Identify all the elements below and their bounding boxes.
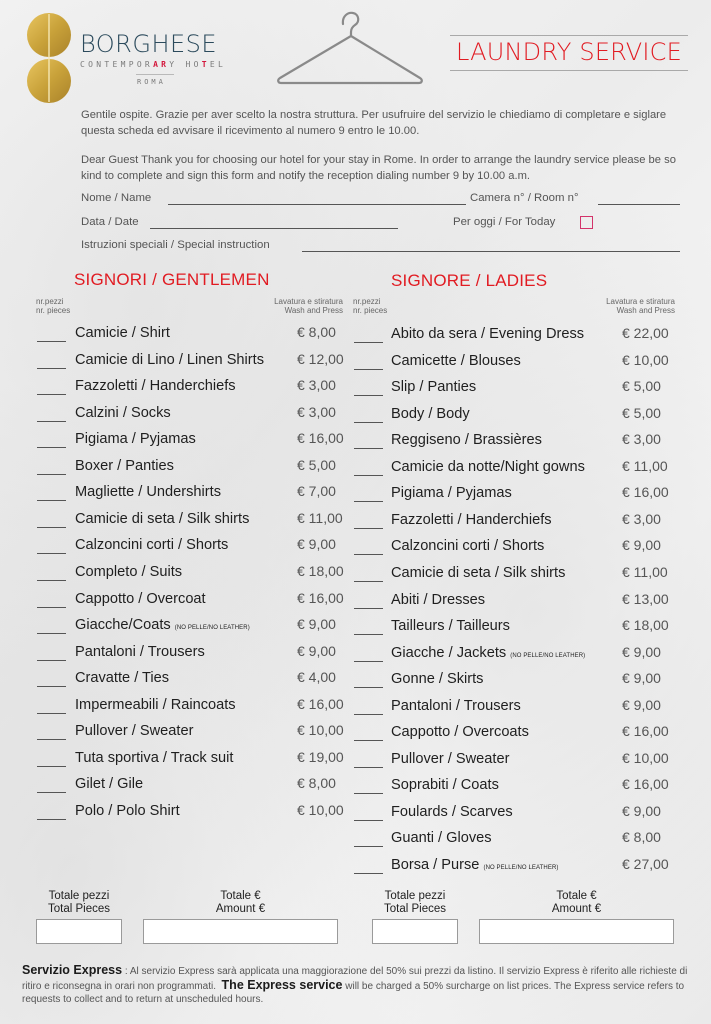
ladies-item-row — [0, 777, 711, 801]
subtitle-part: Y HO — [169, 60, 202, 69]
item-name: Calzini / Socks — [75, 404, 171, 421]
item-name: Boxer / Panties — [75, 457, 174, 474]
item-price: € 8,00 — [622, 829, 661, 846]
item-price: € 3,00 — [297, 403, 336, 420]
item-price: € 4,00 — [297, 669, 336, 686]
item-name: Cravatte / Ties — [75, 670, 170, 687]
quantity-field[interactable] — [354, 740, 383, 741]
subtitle-accent: T — [201, 60, 210, 69]
item-price: € 9,00 — [622, 696, 661, 713]
ladies-item-row — [0, 695, 711, 722]
item-name: Fazzoletti / Handerchiefs — [391, 511, 552, 528]
item-name: Borsa / Purse — [391, 857, 480, 873]
item-name: Tailleurs / Tailleurs — [391, 618, 510, 635]
item-label — [391, 459, 585, 475]
logo-divider — [136, 74, 174, 75]
hotel-name: BORGHESE — [80, 30, 218, 58]
item-label — [391, 671, 483, 687]
item-price: € 16,00 — [297, 589, 344, 606]
ladies-item-row — [0, 671, 711, 695]
ladies-item-row — [0, 589, 711, 616]
item-name: Abiti / Dresses — [391, 591, 486, 608]
item-name: Gonne / Skirts — [391, 671, 484, 688]
item-name: Pigiama / Pyjamas — [391, 485, 512, 502]
item-price: € 10,00 — [622, 351, 669, 368]
total-amount-input-ladies[interactable] — [479, 919, 674, 944]
special-instruction-label: Istruzioni speciali / Special instruction — [81, 239, 270, 251]
ladies-item-row — [0, 562, 711, 589]
item-price: € 18,00 — [297, 562, 344, 579]
quantity-field[interactable] — [354, 820, 383, 821]
item-price: € 27,00 — [622, 856, 669, 872]
label-line: Total Pieces — [47, 903, 110, 915]
item-price: € 11,00 — [297, 509, 343, 526]
item-name: Magliette / Undershirts — [75, 484, 221, 501]
ladies-item-row — [0, 485, 711, 509]
item-name: Calzoncini corti / Shorts — [391, 538, 545, 555]
item-price: € 16,00 — [622, 484, 669, 501]
item-price: € 16,00 — [622, 723, 669, 740]
item-price: € 9,00 — [297, 642, 336, 659]
item-name: Cappotto / Overcoats — [391, 724, 529, 741]
label-line: Amount € — [551, 903, 602, 915]
item-label — [391, 485, 512, 501]
hotel-logo-icon — [26, 12, 72, 104]
item-name: Guanti / Gloves — [391, 830, 492, 847]
quantity-field[interactable] — [354, 846, 383, 847]
item-name: Giacche / Jackets — [391, 644, 507, 661]
item-price: € 11,00 — [622, 457, 668, 474]
item-price: € 16,00 — [297, 430, 344, 447]
quantity-field[interactable] — [354, 714, 383, 715]
ladies-item-row — [0, 538, 711, 562]
ladies-item-row — [0, 748, 711, 775]
date-label: Data / Date — [81, 216, 139, 228]
total-amount-label-ladies — [479, 890, 674, 916]
item-name: Camicie / Shirt — [75, 325, 170, 341]
item-name: Camicette / Blouses — [391, 352, 521, 369]
label-line: Totale pezzi — [48, 890, 110, 902]
item-price: € 9,00 — [622, 537, 661, 554]
item-name: Slip / Panties — [391, 379, 477, 396]
subtitle-accent: AR — [153, 60, 170, 69]
item-label — [391, 698, 521, 714]
item-name: Camicie da notte/Night gowns — [391, 458, 585, 475]
item-label — [391, 751, 509, 767]
item-label — [391, 538, 544, 554]
header-line: nr. pieces — [353, 306, 388, 315]
item-note: (NO PELLE/NO LEATHER) — [483, 865, 559, 871]
item-price: € 5,00 — [297, 456, 336, 473]
item-name: Completo / Suits — [75, 563, 183, 580]
subtitle-part: CONTEMPOR — [80, 60, 154, 69]
quantity-field[interactable] — [354, 687, 383, 688]
item-name: Pantaloni / Trousers — [391, 697, 521, 714]
label-line: Totale pezzi — [384, 890, 446, 902]
express-title-en: The Express service — [221, 977, 343, 992]
item-price: € 7,00 — [297, 483, 336, 500]
item-name: Tuta sportiva / Track suit — [75, 749, 234, 766]
total-pieces-label-gentlemen — [36, 890, 122, 916]
label-line: Totale € — [220, 890, 261, 902]
header-line: Wash and Press — [616, 306, 675, 315]
quantity-field[interactable] — [354, 528, 383, 529]
intro-italian: Gentile ospite. Grazie per aver scelto la nostra struttura. Per usufruire del servizio le chiediamo di completare e siglare questa scheda ed avvisare il ricevimento al numero 9 entro le 10.00. — [81, 109, 667, 137]
label-line: Totale € — [556, 890, 597, 902]
ladies-item-row — [0, 509, 711, 536]
item-name: Abito da sera / Evening Dress — [391, 326, 585, 342]
item-label — [391, 512, 552, 528]
quantity-field[interactable] — [354, 793, 383, 794]
wash-header-ladies — [552, 297, 675, 315]
date-field[interactable] — [150, 228, 398, 229]
item-price: € 22,00 — [622, 325, 669, 341]
quantity-field[interactable] — [354, 369, 383, 370]
quantity-field[interactable] — [354, 342, 383, 343]
item-price: € 13,00 — [622, 590, 669, 607]
quantity-field[interactable] — [354, 581, 383, 582]
item-price: € 5,00 — [622, 378, 661, 395]
pieces-header-ladies — [353, 297, 387, 315]
ladies-item-row — [0, 857, 711, 881]
item-price: € 5,00 — [622, 404, 661, 421]
ladies-item-row — [0, 379, 711, 403]
special-instruction-field[interactable] — [302, 251, 680, 252]
quantity-field[interactable] — [354, 634, 383, 635]
page-title: LAUNDRY SERVICE — [456, 38, 682, 66]
item-label — [391, 432, 542, 448]
item-name: Pullover / Sweater — [391, 750, 510, 767]
ladies-item-row — [0, 830, 711, 854]
ladies-item-row — [0, 724, 711, 748]
quantity-field[interactable] — [354, 661, 383, 662]
item-name: Impermeabili / Raincoats — [75, 696, 236, 713]
item-price: € 9,00 — [297, 616, 336, 633]
header-line: nr.pezzi — [353, 297, 381, 306]
item-price: € 16,00 — [622, 776, 669, 793]
item-label — [391, 326, 584, 342]
ladies-title: SIGNORE / LADIES — [391, 271, 548, 290]
item-label — [391, 353, 521, 369]
header-line: Wash and Press — [284, 306, 343, 315]
gentlemen-title: SIGNORI / GENTLEMEN — [74, 270, 270, 289]
item-price: € 9,00 — [297, 536, 336, 553]
item-label — [391, 565, 565, 581]
item-note: (NO PELLE/NO LEATHER) — [510, 652, 586, 659]
name-field[interactable] — [168, 204, 466, 205]
wash-header-gentlemen — [220, 297, 343, 315]
total-pieces-label-ladies — [372, 890, 458, 916]
quantity-field[interactable] — [354, 501, 383, 502]
item-price: € 3,00 — [622, 510, 661, 527]
express-text-en: will be charged a 50% surcharge on list prices. The Express service refers to requests to collect and to return at unscheduled hours. — [22, 980, 685, 1005]
item-note: (NO PELLE/NO LEATHER) — [174, 625, 250, 632]
item-price: € 18,00 — [622, 617, 669, 634]
item-price: € 8,00 — [297, 775, 336, 792]
for-today-checkbox[interactable] — [580, 216, 593, 229]
item-label — [391, 379, 476, 395]
express-service-note — [22, 964, 697, 1007]
item-label — [391, 830, 492, 846]
hanger-icon — [276, 10, 426, 86]
pieces-header-gentlemen — [36, 297, 70, 315]
item-name: Polo / Polo Shirt — [75, 802, 180, 819]
quantity-field[interactable] — [354, 873, 383, 874]
item-name: Camicie di seta / Silk shirts — [75, 510, 250, 527]
item-name: Reggiseno / Brassières — [391, 432, 542, 449]
item-price: € 10,00 — [297, 722, 344, 739]
express-title-it: Servizio Express — [22, 963, 123, 977]
item-label — [391, 645, 585, 661]
room-label: Camera n° / Room n° — [470, 192, 579, 204]
item-name: Calzoncini corti / Shorts — [75, 537, 229, 554]
item-price: € 10,00 — [297, 801, 344, 818]
ladies-item-row — [0, 326, 711, 350]
name-label: Nome / Name — [81, 192, 152, 204]
subtitle-part: EL — [209, 60, 227, 69]
item-price: € 19,00 — [297, 748, 344, 765]
item-name: Body / Body — [391, 405, 470, 422]
item-name: Gilet / Gile — [75, 776, 144, 793]
ladies-item-row — [0, 403, 711, 430]
total-amount-label-gentlemen — [143, 890, 338, 916]
hotel-city: ROMA — [137, 78, 166, 86]
quantity-field[interactable] — [354, 554, 383, 555]
item-label — [391, 406, 470, 422]
room-field[interactable] — [598, 204, 680, 205]
label-line: Amount € — [215, 903, 266, 915]
item-name: Pigiama / Pyjamas — [75, 431, 196, 448]
item-name: Camicie di seta / Silk shirts — [391, 564, 566, 581]
item-label — [391, 618, 510, 634]
item-label — [391, 777, 499, 793]
item-price: € 10,00 — [622, 749, 669, 766]
intro-english: Dear Guest Thank you for choosing our hotel for your stay in Rome. In order to arrange the laundry service please be so kind to complete and sign this form and notify the reception dialing number 9 by 10.00 a.m. — [81, 154, 676, 182]
total-pieces-input-gentlemen[interactable] — [36, 919, 122, 944]
item-name: Soprabiti / Coats — [391, 777, 499, 794]
header-line: nr.pezzi — [36, 297, 64, 306]
item-price: € 12,00 — [297, 350, 344, 367]
ladies-item-row — [0, 350, 711, 377]
header-line: nr. pieces — [36, 306, 71, 315]
item-price: € 9,00 — [622, 670, 661, 687]
total-pieces-input-ladies[interactable] — [372, 919, 458, 944]
item-label — [391, 592, 485, 608]
ladies-item-row — [0, 432, 711, 456]
item-name: Fazzoletti / Handerchiefs — [75, 378, 236, 395]
express-text-it: : Al servizio Express sarà applicata una maggiorazione del 50% sui prezzi da listino. Il servizio Express è riferito alle richieste di ritiro e riconsegna in orari non programmati. — [22, 966, 688, 992]
header-line: Lavatura e stiratura — [606, 297, 675, 306]
item-name: Camicie di Lino / Linen Shirts — [75, 351, 264, 368]
for-today-label: Per oggi / For Today — [453, 216, 556, 228]
quantity-field[interactable] — [354, 475, 383, 476]
quantity-field[interactable] — [354, 422, 383, 423]
item-name: Foulards / Scarves — [391, 803, 513, 820]
item-price: € 16,00 — [297, 695, 344, 712]
item-price: € 11,00 — [622, 563, 668, 580]
item-price: € 8,00 — [297, 324, 336, 340]
item-name: Giacche/Coats — [75, 617, 171, 634]
ladies-item-row — [0, 456, 711, 483]
item-price: € 3,00 — [622, 431, 661, 448]
label-line: Total Pieces — [383, 903, 446, 915]
item-label — [391, 724, 529, 740]
quantity-field[interactable] — [354, 395, 383, 396]
item-name: Cappotto / Overcoat — [75, 590, 206, 607]
hotel-subtitle — [80, 60, 226, 69]
ladies-item-row — [0, 801, 711, 828]
ladies-item-row — [0, 618, 711, 642]
item-name: Pantaloni / Trousers — [75, 643, 205, 660]
quantity-field[interactable] — [354, 608, 383, 609]
item-price: € 9,00 — [622, 643, 661, 660]
total-amount-input-gentlemen[interactable] — [143, 919, 338, 944]
item-price: € 9,00 — [622, 802, 661, 819]
header-line: Lavatura e stiratura — [274, 297, 343, 306]
item-label — [391, 804, 513, 820]
quantity-field[interactable] — [354, 448, 383, 449]
quantity-field[interactable] — [354, 767, 383, 768]
item-price: € 3,00 — [297, 377, 336, 394]
ladies-item-row — [0, 642, 711, 669]
item-label — [391, 857, 559, 873]
item-name: Pullover / Sweater — [75, 723, 194, 740]
